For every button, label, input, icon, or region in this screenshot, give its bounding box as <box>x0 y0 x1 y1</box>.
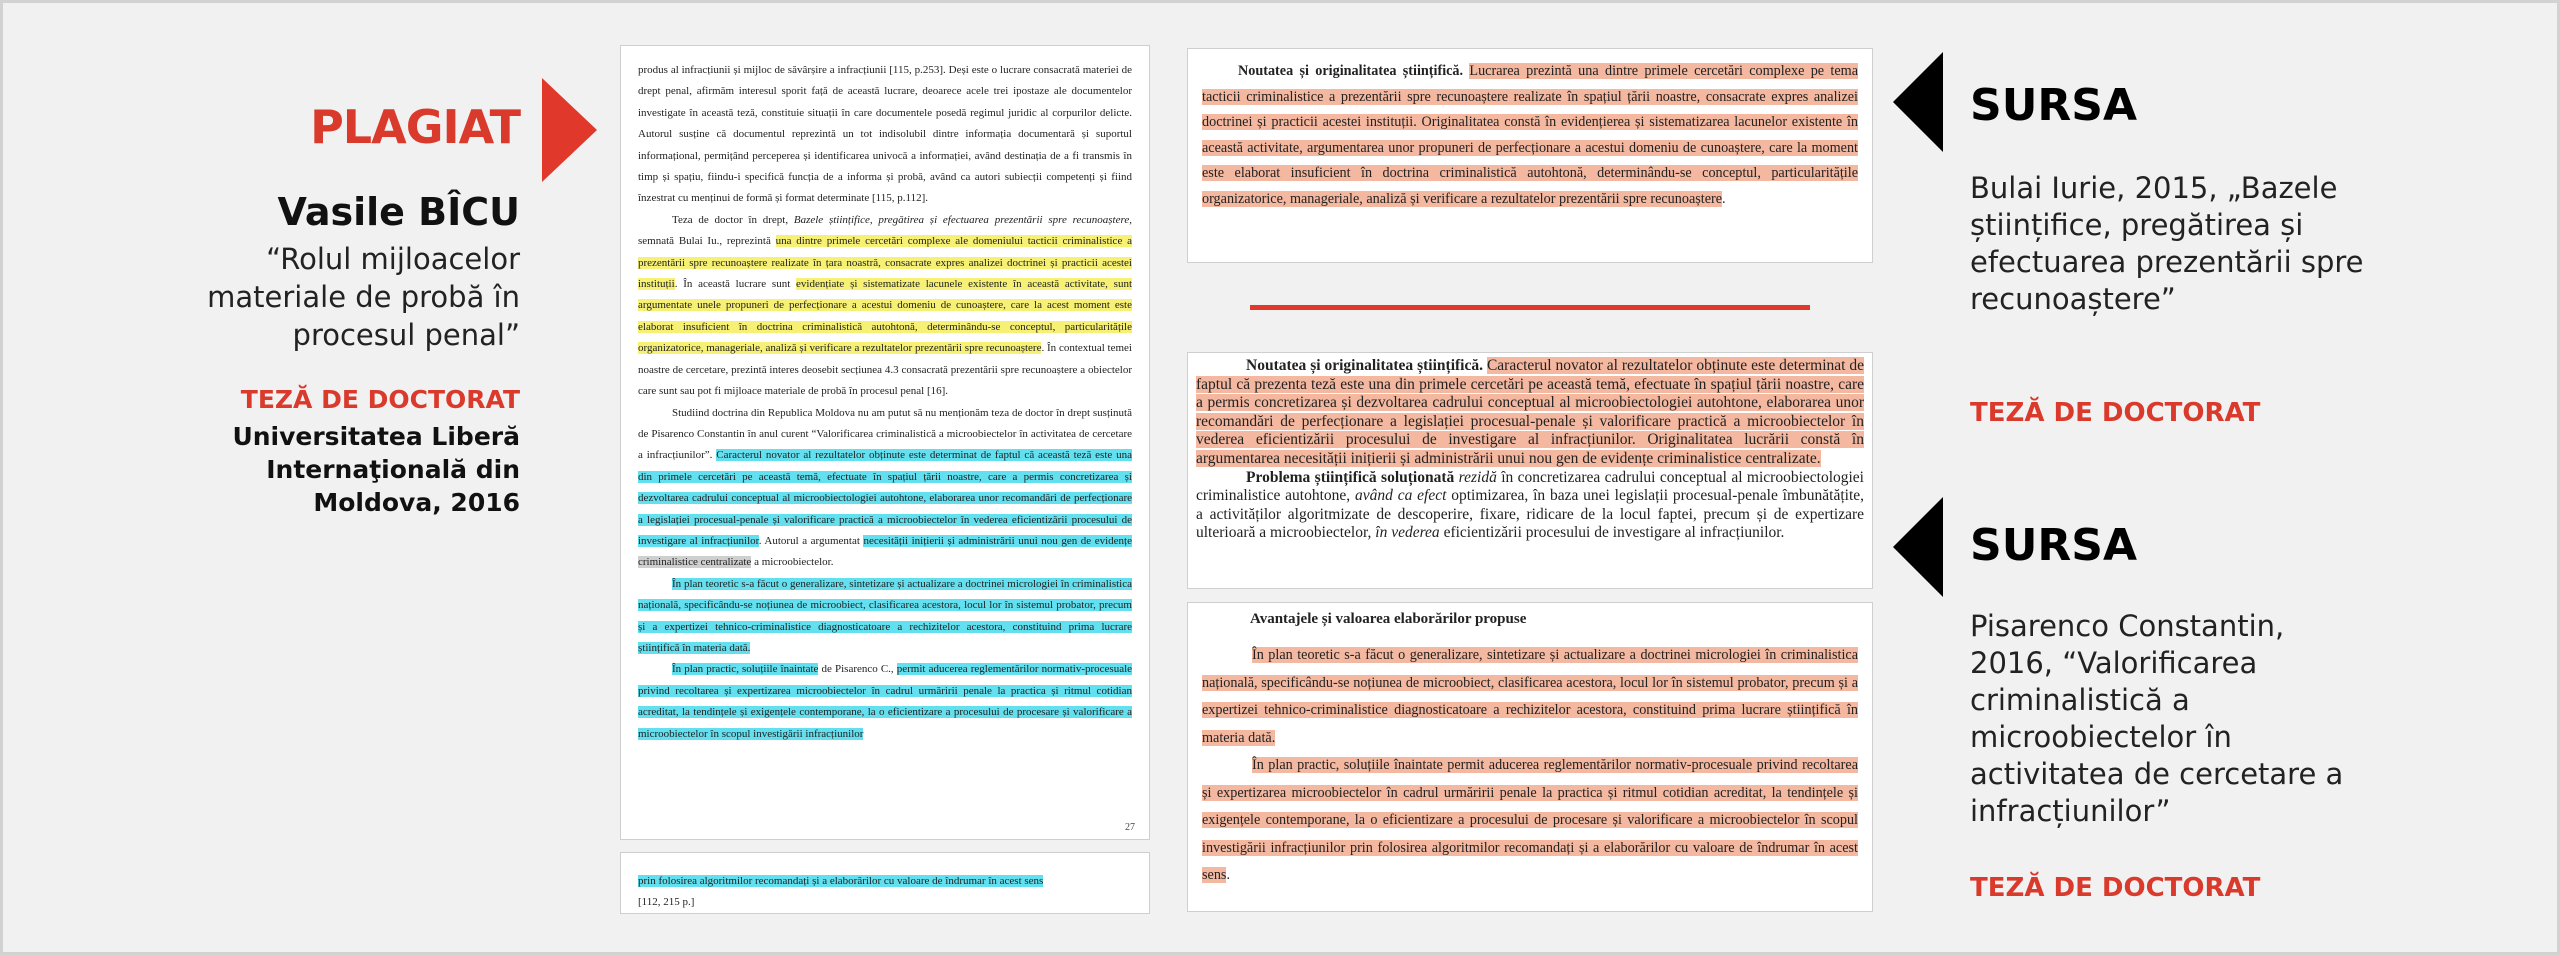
paragraph-text: . În această lucrare sunt <box>674 278 797 291</box>
paragraph-text: , semnată Bulai Iu., reprezintă <box>638 213 1133 248</box>
source-excerpt-pisarenco-advantages <box>1187 602 1873 912</box>
paragraph-text: . <box>1226 867 1230 883</box>
highlight-salmon: Lucrarea prezintă una dintre primele cercetări complexe pe tema tacticii criminalistice a prezentării spre recunoaștere realizate în spațiul țării noastre, consacrate expres analizei doctrinei și practicii acestei instituții. Originalitatea constă în evidențierea și sistematizarea lacunelor existente în această activitate, argumentarea unor propuneri de perfecționare a acestui domeniu de cunoaștere, care la moment este elaborat insuficient în doctrina criminalistică autohtonă, determinându-se conceptul, particularitățile organizatorice, manageriale, analiză și verificare a rezultatelor prezentării spre recunoaștere <box>1202 63 1858 207</box>
source-text <box>1196 357 1864 543</box>
highlight-cyan: În plan teoretic s-a făcut o generalizare, sintetizare și actualizare a doctrinei micrologiei în criminalistica națională, specificându-se noțiunea de microobiect, clasificarea acestora, locul lor în sistemul probator, precum și a expertizei tehnico-criminalistice diagnosticatoare a rechizitelor acestora, constituind prima lucrare științifică în materia dată. <box>638 577 1132 654</box>
highlight-salmon: În plan teoretic s-a făcut o generalizare, sintetizare și actualizare a doctrinei micrologiei în criminalistica națională, specificându-se noțiunea de microobiect, clasificarea acestora, locul lor în sistemul probator, precum și a expertizei tehnico-criminalistice diagnosticatoare a rechizitelor acestora, constituind prima lucrare științifică în materia dată. <box>1202 647 1858 746</box>
document-paragraph <box>638 871 1132 914</box>
source-b-label: SURSA <box>1970 520 2138 571</box>
source-heading: Avantajele și valoarea elaborărilor propuse <box>1250 611 1527 627</box>
reference: [112, 215 p.] <box>638 896 695 909</box>
italic-text: rezidă <box>1458 468 1497 486</box>
plagiat-author: Vasile BÎCU <box>277 190 520 234</box>
document-paragraph <box>638 403 1132 574</box>
paragraph-text: . Autorul a argumentat <box>758 534 864 547</box>
arrow-left-icon <box>1893 52 1943 152</box>
highlight-cyan: prin folosirea algoritmilor recomandați și a elaborărilor cu valoare de îndrumar în acest sens <box>638 875 1044 887</box>
document-paragraph <box>638 659 1132 745</box>
paragraph-text: produs al infracțiunii și mijloc de săvârșire a infracțiunii [115, p.253]. Deși este o lucrare consacrată materiei de drept penal, afirmăm interesul sporit față de această lucrare, deoarece acele trei ipostaze ale documentelor investigate în această teză, constituie situații în care documentele posedă regimul juridic al corpurilor delicte. Autorul susține că documentul reprezintă un tot indisolubil dintre informația documentară și suportul informațional, permițând perceperea și identificarea univocă a informației, având destinația de a fi transmis în timp și spațiu, fiindu-i specifică funcția de a informa și probă, având ca autori subiecții competenți și fiind înzestrat cu menținui de formă și format determinate [115, p.112]. <box>638 64 1132 205</box>
plagiat-work-title: “Rolul mijloacelor materiale de probă în procesul penal” <box>207 242 520 352</box>
plagiat-university: Universitatea Liberă Internaţională din Moldova, 2016 <box>232 422 520 517</box>
highlight-yellow: una dintre primele cercetări complexe ale domeniului tacticii criminalistice a prezentării spre recunoaștere realizate în țara noastră, consacrate expres analizei doctrinei și practicii acestei instituții <box>638 235 1132 291</box>
italic-text: în vederea <box>1375 524 1440 542</box>
plagiat-label: PLAGIAT <box>310 100 520 154</box>
source-b-thesis-type: TEZĂ DE DOCTORAT <box>1970 873 2261 903</box>
paragraph-text: eficientizării procesului de investigare al infracțiunilor. <box>1439 524 1785 542</box>
paragraph-text: Studiind doctrina din Republica Moldova nu am putut să nu menționăm teza de doctor în drept susținută de Pisarenco Constantin în anul curent “Valorificarea criminalistică a microobiectelor în activitatea de cercetare a infracțiunilor”. <box>638 406 1132 462</box>
paragraph-text: a microobiectelor. <box>751 556 834 569</box>
document-paragraph <box>638 60 1132 210</box>
paragraph-text: de Pisarenco C., <box>818 663 897 676</box>
source-paragraph <box>1196 469 1864 543</box>
cited-title: Bazele științifice, pregătirea și efectuarea prezentării spre recunoaștere <box>793 213 1130 226</box>
paragraph-text: Teza de doctor în drept, <box>672 213 794 226</box>
source-excerpt-bulai <box>1187 48 1873 263</box>
paragraph-text: în concretizarea cadrului conceptual al microobiectologiei criminalistice autohtone, <box>1196 468 1864 505</box>
page-number: 27 <box>1125 822 1135 833</box>
paragraph-text: . <box>1722 190 1726 207</box>
separator-line <box>1250 305 1810 310</box>
document-text <box>638 871 1132 914</box>
highlight-gray: criminalistice centralizate <box>638 556 752 569</box>
plagiarized-document-page <box>620 45 1150 840</box>
document-paragraph <box>638 210 1132 403</box>
source-a-label: SURSA <box>1970 80 2138 131</box>
italic-text: având ca efect <box>1355 487 1447 505</box>
source-b-description: Pisarenco Constantin, 2016, “Valorificarea criminalistică a microobiectelor în activitatea de cercetare a infracțiunilor” <box>1970 609 2344 828</box>
paragraph-text: . În contextual temei noastre de cercetare, prezintă interes deosebit secțiunea 4.3 consacrată prezentării spre recunoaștere a obiectelor care sunt sau pot fi mijloace materiale de probă în procesul penal [16]. <box>638 342 1132 398</box>
document-text <box>638 60 1132 745</box>
document-paragraph <box>638 574 1132 660</box>
source-excerpt-pisarenco-novelty <box>1187 352 1873 589</box>
highlight-salmon: În plan practic, soluțiile înaintate permit aducerea reglementărilor normativ-procesuale privind recoltarea și expertizarea microobiectelor în cadrul urmăririi penale la practica și ritmul cotidian acreditat, la tendințele și exigențele contemporane, la o eficientizare a procesului de procesare și valorificare a microobiectelor în scopul investigării infracțiunilor prin folosirea algoritmilor recomandați și a elaborărilor cu valoare de îndrumar în acest sens <box>1202 757 1858 883</box>
source-heading: Problema științifică soluționată <box>1246 468 1455 486</box>
source-paragraph <box>1202 59 1858 212</box>
highlight-cyan: necesității inițierii și administrării unui nou gen de evidențe <box>863 534 1132 547</box>
source-text <box>1202 59 1858 212</box>
arrow-left-icon <box>1893 497 1943 597</box>
highlight-salmon: Caracterul novator al rezultatelor obținute este determinat de faptul că prezenta teză este una din primele cercetări pe această temă, efectuate în spațiul țării noastre, care a permis concretizarea și dezvoltarea cadrului conceptual al microobiectologiei autohtone, elaborarea unor recomandări de perfecționare a legislației procesual-penale și valorificare practică a microobiectelor în vederea eficientizării procesului de investigare al infracțiunilor. Originalitatea lucrării constă în argumentarea necesității inițierii și administrării unui nou gen de evidențe criminalistice centralizate. <box>1196 357 1865 467</box>
source-text <box>1202 642 1858 890</box>
plagiarized-document-continuation <box>620 852 1150 914</box>
highlight-yellow: evidențiate și sistematizate lacunele existente în această activitate, sunt argumentate unele propuneri de perfecționare a acestui domeniu de cunoaștere, care la acest moment este elaborat insuficient în doctrina criminalistică autohtonă, determinându-se conceptul, particularitățile organizatorice, manageriale, analiză și verificare a rezultatelor prezentării spre recunoaștere <box>638 278 1133 355</box>
highlight-cyan: În plan practic, soluțiile înaintate <box>672 663 819 676</box>
highlight-cyan: Caracterul novator al rezultatelor obținute este determinat de faptul că această teză este una din primele cercetări pe această temă, efectuate în spațiul țării noastre, care a permis concretizarea și dezvoltarea cadrului conceptual al microobiectologiei autohtone, elaborarea unor recomandări de perfecționare a legislației procesual-penale și valorificare practică a microobiectelor în vederea eficientizării procesului de investigare al infracțiunilor <box>638 449 1132 547</box>
source-paragraph <box>1202 752 1858 890</box>
source-a-description: Bulai Iurie, 2015, „Bazele științifice, pregătirea și efectuarea prezentării spre recunoaștere” <box>1970 171 2364 316</box>
paragraph-text: optimizarea, în baza unei legislații procesual-penale îmbunătățite, a activităților algoritmizate de descoperire, fixare, ridicare de la locul faptei, precum și de expertizare ulterioară a microobiectelor, <box>1196 487 1865 542</box>
source-a-thesis-type: TEZĂ DE DOCTORAT <box>1970 398 2261 428</box>
source-paragraph <box>1196 357 1864 469</box>
arrow-right-icon <box>542 78 597 182</box>
plagiat-thesis-type: TEZĂ DE DOCTORAT <box>240 385 520 414</box>
source-heading: Noutatea și originalitatea științifică. <box>1238 63 1464 79</box>
source-heading: Noutatea și originalitatea științifică. <box>1246 357 1483 374</box>
source-paragraph <box>1202 642 1858 752</box>
highlight-cyan: permit aducerea reglementărilor normativ-procesuale privind recoltarea și expertizarea microobiectelor în cadrul urmăririi penale la practica și ritmul cotidian acreditat, la tendințele și exigențele contemporane, la o eficientizare a procesului de procesare și valorificare a microobiectelor în scopul investigării infracțiunilor <box>638 663 1133 740</box>
